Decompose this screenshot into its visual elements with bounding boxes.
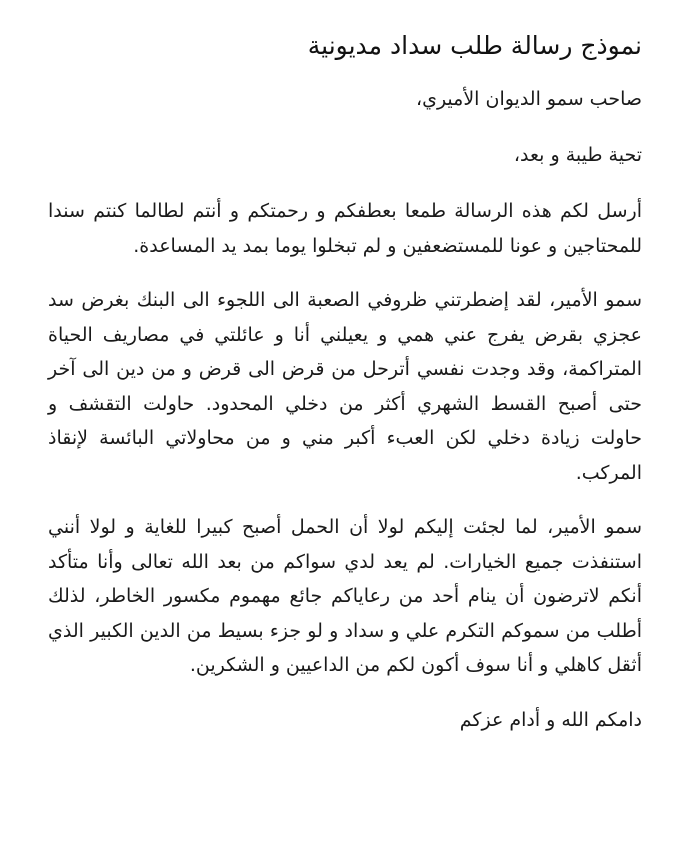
letter-paragraph-request: سمو الأمير، لما لجئت إليكم لولا أن الحمل أصبح كبيرا للغاية و لولا أنني استنفذت جميع الخيارات. لم يعد لدي سواكم من بعد الله تعالى وأنا متأكد أنكم لاترضون أن ينام أحد من رعاياكم جائع مهموم مكسور الخاطر، لذلك أطلب من سموكم التكرم علي و سداد و لو جزء بسيط من الدين الكبير الذي أثقل كاهلي و أنا سوف أكون لكم من الداعيين و الشكرين. <box>48 516 642 676</box>
letter-addressee: صاحب سمو الديوان الأميري، <box>415 88 642 110</box>
letter-closing: دامكم الله و أدام عزكم <box>459 708 642 731</box>
letter-greeting: تحية طيبة و بعد، <box>513 144 642 166</box>
letter-paragraph-situation: سمو الأمير، لقد إضطرتني ظروفي الصعبة الى اللجوء الى البنك بغرض سد عجزي بقرض يفرج عني همي و يعيلني أنا و عائلتي في مصاريف الحياة المتراكمة، وقد وجدت نفسي أترحل من قرض الى قرض و من دين الى آخر حتى أصبح القسط الشهري أكثر من دخلي المحدود. حاولت التقشف و حاولت زيادة دخلي لكن العبء أكبر مني و من محاولاتي البائسة لإنقاذ المركب. <box>48 289 642 484</box>
letter-paragraph-intro: أرسل لكم هذه الرسالة طمعا بعطفكم و رحمتكم و أنتم لطالما كنتم سندا للمحتاجين و عونا للمستضعفين و لم تبخلوا يوما بمد يد المساعدة. <box>48 200 642 257</box>
letter-title: نموذج رسالة طلب سداد مديونية <box>307 31 642 60</box>
